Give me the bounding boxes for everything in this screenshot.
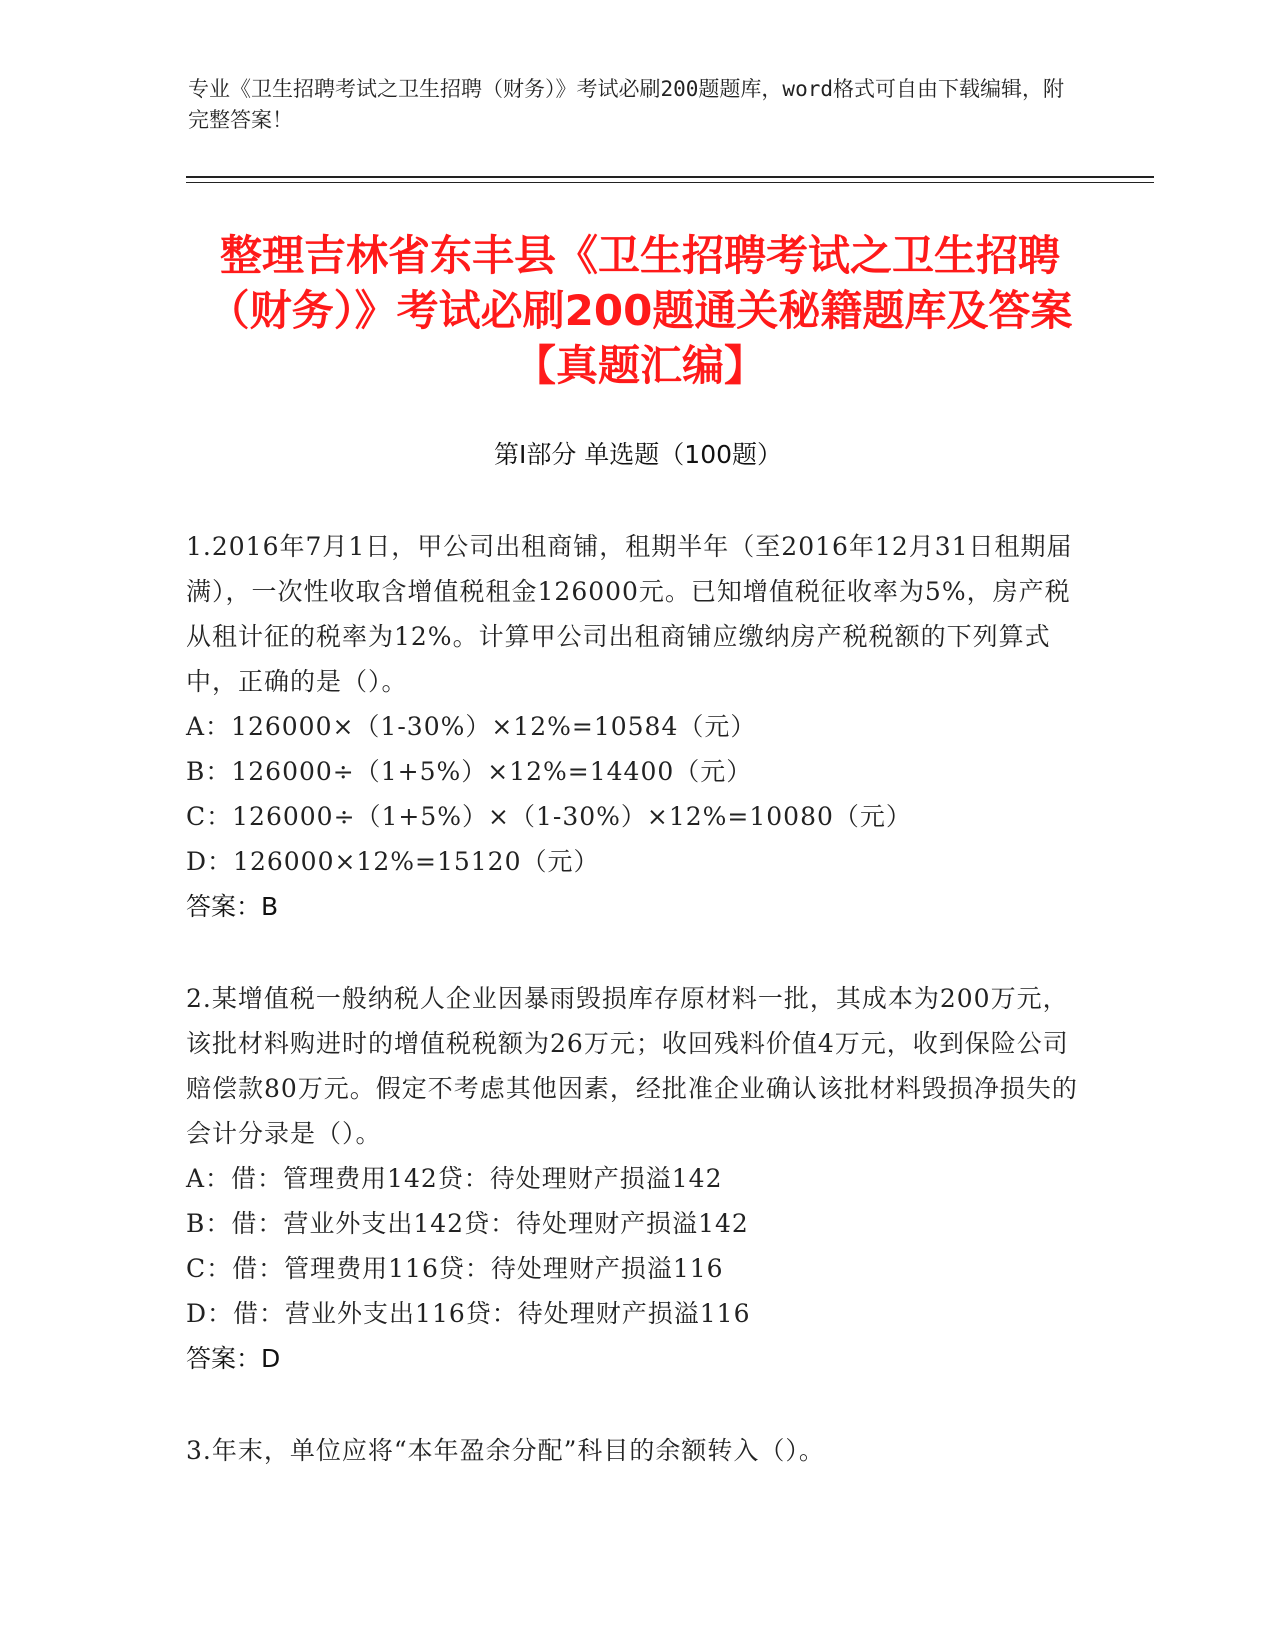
option-c: C：126000÷（1+5%）×（1-30%）×12%=10080（元） — [186, 802, 912, 831]
question-2 — [186, 976, 1086, 1381]
document-title: 整理吉林省东丰县《卫生招聘考试之卫生招聘（财务）》考试必刷200题通关秘籍题库及答案【真题汇编】 — [207, 231, 1073, 390]
question-stem: 3.年末，单位应将“本年盈余分配”科目的余额转入（）。 — [186, 1436, 825, 1465]
option-a: A：借：管理费用142贷：待处理财产损溢142 — [186, 1164, 723, 1193]
option-a: A：126000×（1-30%）×12%=10584（元） — [186, 712, 757, 741]
question-1 — [186, 524, 1086, 929]
option-c: C：借：管理费用116贷：待处理财产损溢116 — [186, 1254, 724, 1283]
question-stem: 1.2016年7月1日，甲公司出租商铺，租期半年（至2016年12月31日租期届满），一次性收取含增值税租金126000元。已知增值税征收率为5%，房产税从租计征的税率为12%。计算甲公司出租商铺应缴纳房产税税额的下列算式中，正确的是（）。 — [186, 532, 1073, 696]
option-b: B：借：营业外支出142贷：待处理财产损溢142 — [186, 1209, 749, 1238]
question-3 — [186, 1428, 1086, 1473]
option-d: D：126000×12%=15120（元） — [186, 847, 600, 876]
section-title: 第Ⅰ部分 单选题（100题） — [493, 440, 783, 469]
header-divider-thick — [186, 176, 1154, 178]
question-stem: 2.某增值税一般纳税人企业因暴雨毁损库存原材料一批，其成本为200万元，该批材料购进时的增值税税额为26万元；收回残料价值4万元，收到保险公司赔偿款80万元。假定不考虑其他因素，经批准企业确认该批材料毁损净损失的会计分录是（）。 — [186, 984, 1078, 1148]
option-d: D：借：营业外支出116贷：待处理财产损溢116 — [186, 1299, 751, 1328]
option-b: B：126000÷（1+5%）×12%=14400（元） — [186, 757, 753, 786]
answer: 答案：B — [186, 892, 279, 921]
header-divider-thin — [186, 182, 1154, 183]
answer: 答案：D — [186, 1344, 281, 1373]
header-note: 专业《卫生招聘考试之卫生招聘（财务）》考试必刷200题题库，word格式可自由下载编辑，附完整答案！ — [188, 77, 1064, 132]
